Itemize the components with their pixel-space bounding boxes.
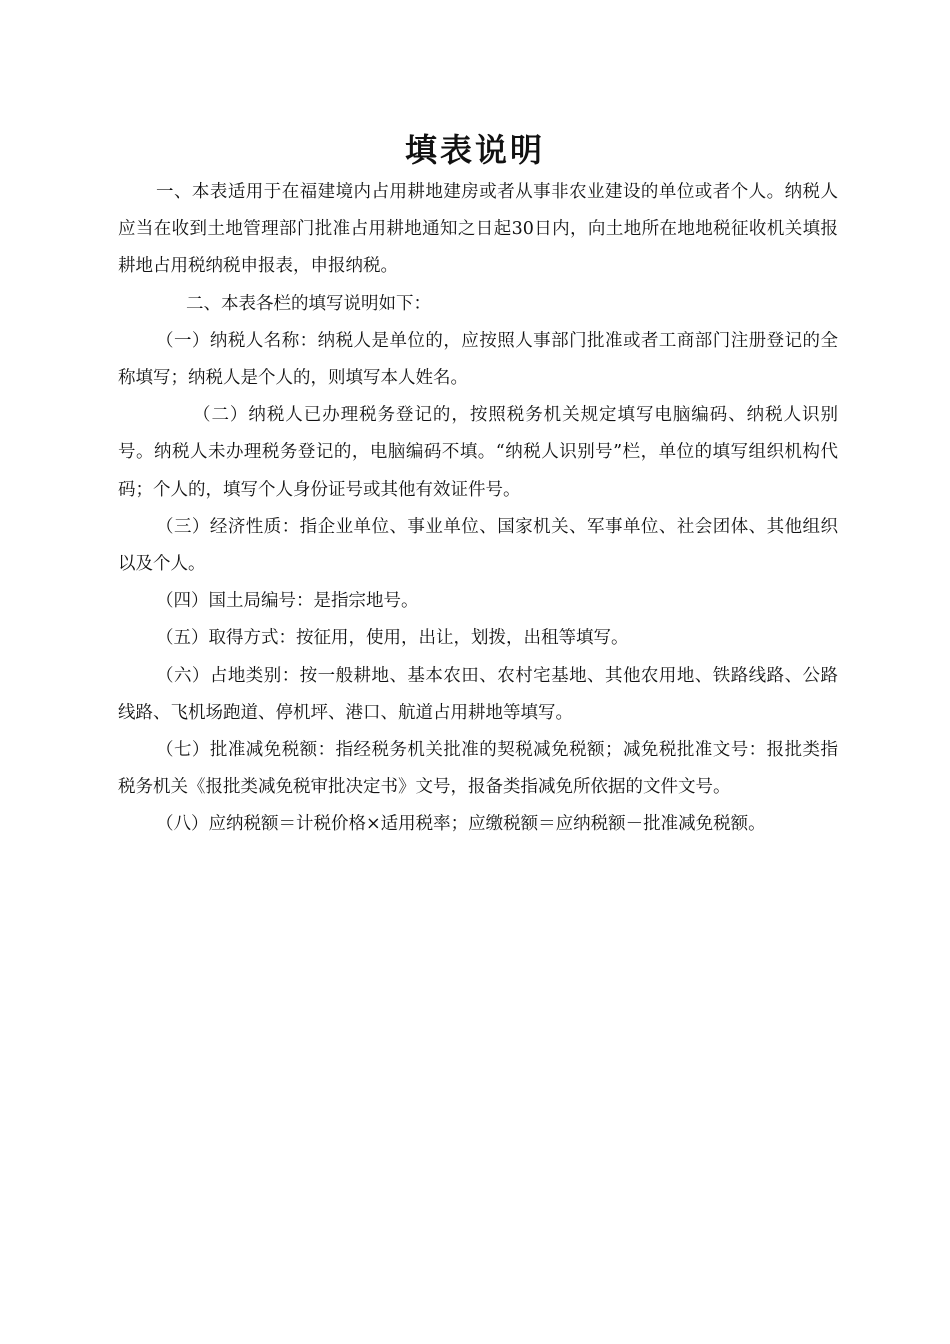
paragraph-column-instructions: 二、本表各栏的填写说明如下： <box>186 293 431 314</box>
paragraph-tax-formula: （八）应纳税额＝计税价格×适用税率；应缴税额＝应纳税额－批准减免税额。 <box>156 814 766 835</box>
document-title: 填表说明 <box>404 131 545 169</box>
paragraph-land-category: （六）占地类别：按一般耕地、基本农田、农村宅基地、其他农用地、铁路线路、公路线路、飞机场跑道、停机坪、港口、航道占用耕地等填写。 <box>118 665 838 723</box>
document-body <box>118 174 838 844</box>
paragraph-approved-reduction: （七）批准减免税额：指经税务机关批准的契税减免税额；减免税批准文号：报批类指税务机关《报批类减免税审批决定书》文号，报备类指减免所依据的文件文号。 <box>118 740 838 798</box>
paragraph-scope: 一、本表适用于在福建境内占用耕地建房或者从事非农业建设的单位或者个人。纳税人应当在收到土地管理部门批准占用耕地通知之日起30日内，向土地所在地地税征收机关填报耕地占用税纳税申报表，申报纳税。 <box>118 182 838 277</box>
paragraph-taxpayer-id: （二）纳税人已办理税务登记的，按照税务机关规定填写电脑编码、纳税人识别号。纳税人未办理税务登记的，电脑编码不填。“纳税人识别号”栏，单位的填写组织机构代码；个人的，填写个人身份证号或其他有效证件号。 <box>118 405 838 500</box>
paragraph-acquisition-method: （五）取得方式：按征用，使用，出让，划拨，出租等填写。 <box>156 628 629 649</box>
paragraph-land-bureau-number: （四）国土局编号：是指宗地号。 <box>156 591 419 612</box>
paragraph-taxpayer-name: （一）纳税人名称：纳税人是单位的，应按照人事部门批准或者工商部门注册登记的全称填写；纳税人是个人的，则填写本人姓名。 <box>118 330 838 389</box>
paragraph-economic-nature: （三）经济性质：指企业单位、事业单位、国家机关、军事单位、社会团体、其他组织以及个人。 <box>118 516 838 575</box>
